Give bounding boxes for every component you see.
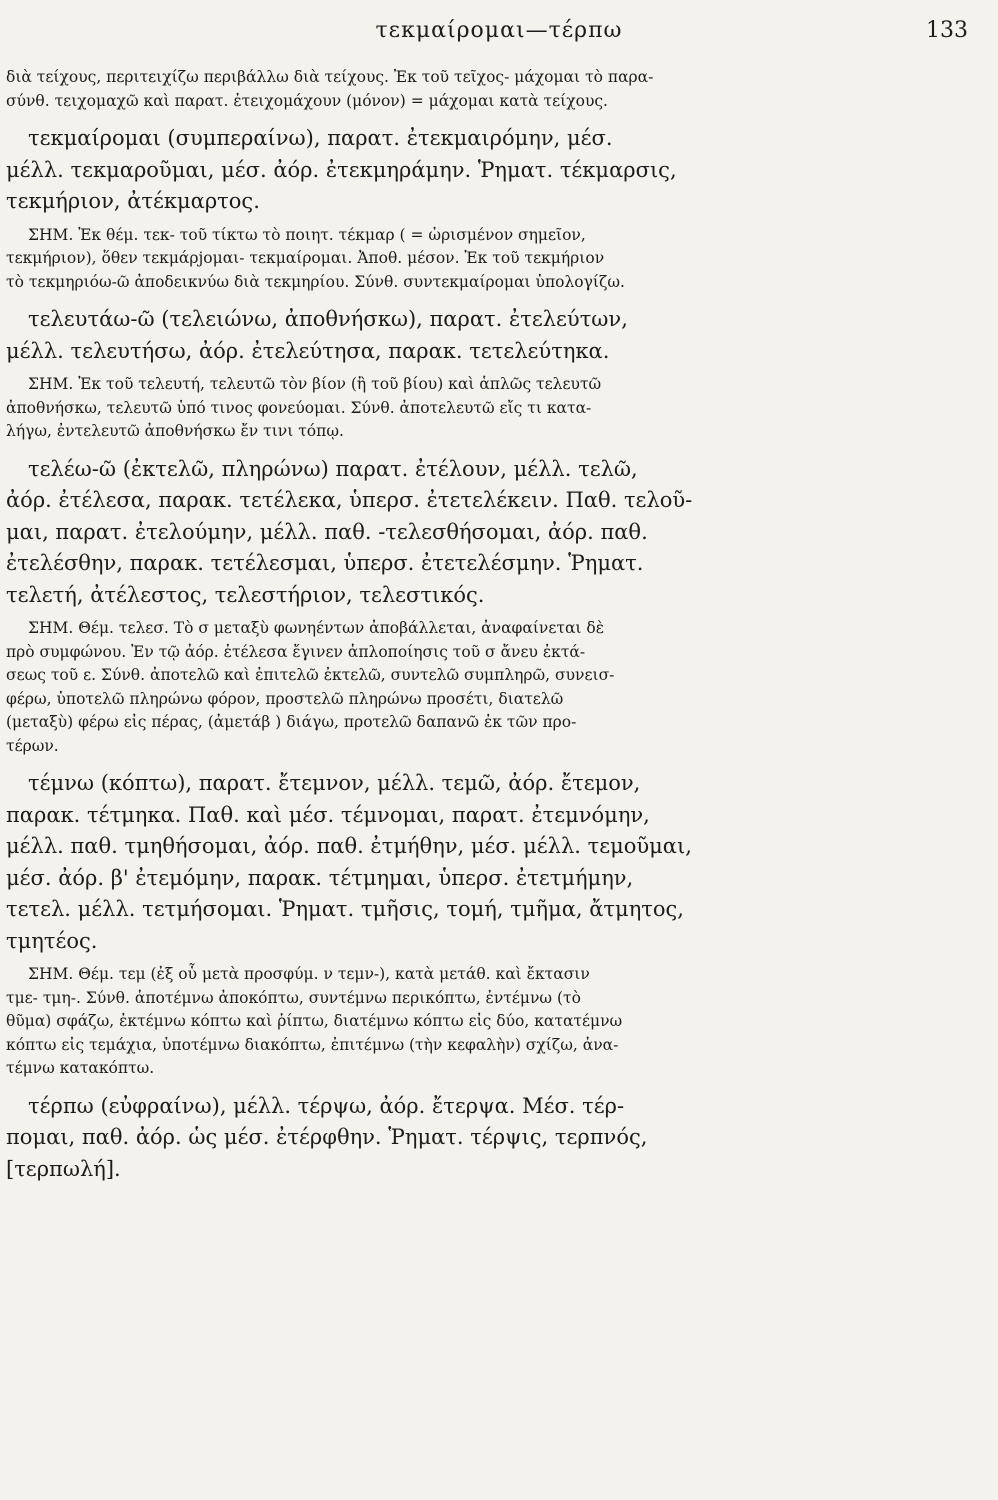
text-line: τμητέος. <box>6 928 98 953</box>
text-line: τεκμήριον, ἀτέκμαρτος. <box>6 189 260 213</box>
text-line: τέρων. <box>6 736 59 755</box>
text-line: τεκμήριον), ὅθεν τεκμάρjομαι- τεκμαίρομαι. Ἀποθ. μέσον. Ἐκ τοῦ τεκμήριον <box>6 249 605 267</box>
text-line: ΣΗΜ. Θέμ. τελεσ. Τὸ σ μεταξὺ φωνηέντων ἀποβάλλεται, ἀναφαίνεται δὲ <box>28 619 605 637</box>
text-line: κόπτω εἰς τεμάχια, ὑποτέμνω διακόπτω, ἐπιτέμνω (τὴν κεφαλὴν) σχίζω, ἀνα- <box>6 1035 619 1054</box>
text-line: ἀόρ. ἐτέλεσα, παρακ. τετέλεκα, ὑπερσ. ἐτετελέκειν. Παθ. τελοῦ- <box>6 488 693 512</box>
text-line: ἐτελέσθην, παρακ. τετέλεσμαι, ὑπερσ. ἐτετελέσμην. Ῥηματ. <box>6 551 644 575</box>
text-line: τέρπω (εὐφραίνω), μέλλ. τέρψω, ἀόρ. ἔτερψα. Μέσ. τέρ- <box>28 1093 625 1118</box>
text-line: ἀποθνήσκω, τελευτῶ ὑπό τινος φονεύομαι. Σύνθ. ἀποτελευτῶ εἴς τι κατα- <box>6 398 592 417</box>
paragraph-gap <box>6 294 992 304</box>
text-line: πομαι, παθ. ἀόρ. ὡς μέσ. ἐτέρφθην. Ῥηματ. τέρψις, τερπνός, <box>6 1125 648 1149</box>
page-header <box>0 14 998 54</box>
text-line: μέσ. ἀόρ. β' ἐτεμόμην, παρακ. τέτμημαι, ὑπερσ. ἐτετμήμην, <box>6 865 634 890</box>
running-title: τεκμαίρομαι—τέρπω <box>375 18 623 43</box>
text-line: μέλλ. τελευτήσω, ἀόρ. ἐτελεύτησα, παρακ. τετελεύτηκα. <box>6 338 610 363</box>
paragraph-gap <box>6 758 992 768</box>
paragraph-gap <box>6 113 992 123</box>
text-line: τεκμαίρομαι (συμπεραίνω), παρατ. ἐτεκμαιρόμην, μέσ. <box>28 126 613 150</box>
text-line: τὸ τεκμηριόω-ῶ ἀποδεικνύω διὰ τεκμηρίου. Σύνθ. συντεκμαίρομαι ὑπολογίζω. <box>6 272 625 291</box>
text-line: φέρω, ὑποτελῶ πληρώνω φόρον, προστελῶ πληρώνω προσέτι, διατελῶ <box>6 689 564 708</box>
text-line: τμε- τμη-. Σύνθ. ἀποτέμνω ἀποκόπτω, συντέμνω περικόπτω, ἐντέμνω (τὸ <box>6 988 581 1007</box>
text-line: τελέω-ῶ (ἐκτελῶ, πληρώνω) παρατ. ἐτέλουν, μέλλ. τελῶ, <box>28 456 638 481</box>
text-line: θῦμα) σφάζω, ἐκτέμνω κόπτω καὶ ῥίπτω, διατέμνω κόπτω εἰς δύο, κατατέμνω <box>6 1012 623 1030</box>
paragraph-gap <box>6 1081 992 1091</box>
text-line: ΣΗΜ. Ἐκ τοῦ τελευτή, τελευτῶ τὸν βίον (ἢ τοῦ βίου) καὶ ἁπλῶς τελευτῶ <box>28 375 602 393</box>
text-line: σύνθ. τειχομαχῶ καὶ παρατ. ἐτειχομάχουν (μόνον) = μάχομαι κατὰ τείχους. <box>6 91 608 110</box>
text-line: ΣΗΜ. Ἐκ θέμ. τεκ- τοῦ τίκτω τὸ ποιητ. τέκμαρ ( = ὡρισμένον σημεῖον, <box>28 225 586 244</box>
text-line: διὰ τείχους, περιτειχίζω περιβάλλω διὰ τείχους. Ἐκ τοῦ τεῖχος- μάχομαι τὸ παρα- <box>6 68 654 86</box>
text-line: τελετή, ἀτέλεστος, τελεστήριον, τελεστικός. <box>6 582 485 607</box>
text-line: τέμνω (κόπτω), παρατ. ἔτεμνον, μέλλ. τεμῶ, ἀόρ. ἔτεμον, <box>28 771 641 795</box>
text-line: λήγω, ἐντελευτῶ ἀποθνήσκω ἔν τινι τόπῳ. <box>6 422 344 440</box>
text-line: μέλλ. παθ. τμηθήσομαι, ἀόρ. παθ. ἐτμήθην, μέσ. μέλλ. τεμοῦμαι, <box>6 834 692 858</box>
text-line: (μεταξὺ) φέρω εἰς πέρας, (ἀμετάβ ) διάγω, προτελῶ δαπανῶ ἐκ τῶν προ- <box>6 713 577 731</box>
text-line: πρὸ συμφώνου. Ἐν τῷ ἀόρ. ἐτέλεσα ἔγινεν ἁπλοποίησις τοῦ σ ἄνευ ἐκτά- <box>6 642 586 661</box>
text-line: παρακ. τέτμηκα. Παθ. καὶ μέσ. τέμνομαι, παρατ. ἐτεμνόμην, <box>6 802 650 827</box>
text-line: ΣΗΜ. Θέμ. τεμ (ἐξ οὗ μετὰ προσφύμ. ν τεμν-), κατὰ μετάθ. καὶ ἔκτασιν <box>28 965 590 983</box>
text-line: τελευτάω-ῶ (τελειώνω, ἀποθνήσκω), παρατ. ἐτελεύτων, <box>28 307 628 331</box>
text-line: μέλλ. τεκμαροῦμαι, μέσ. ἀόρ. ἐτεκμηράμην. Ῥηματ. τέκμαρσις, <box>6 157 677 182</box>
paragraph-gap <box>6 444 992 454</box>
page-body <box>6 66 992 1185</box>
text-line: σεως τοῦ ε. Σύνθ. ἀποτελῶ καὶ ἐπιτελῶ ἐκτελῶ, συντελῶ συμπληρῶ, συνεισ- <box>6 666 615 684</box>
text-line: [τερπωλή]. <box>6 1156 121 1181</box>
text-line: μαι, παρατ. ἐτελούμην, μέλλ. παθ. -τελεσθήσομαι, ἀόρ. παθ. <box>6 519 648 544</box>
text-line: τέμνω κατακόπτω. <box>6 1059 155 1077</box>
page-number: 133 <box>926 18 968 43</box>
text-line: τετελ. μέλλ. τετμήσομαι. Ῥηματ. τμῆσις, τομή, τμῆμα, ἄτμητος, <box>6 897 684 921</box>
